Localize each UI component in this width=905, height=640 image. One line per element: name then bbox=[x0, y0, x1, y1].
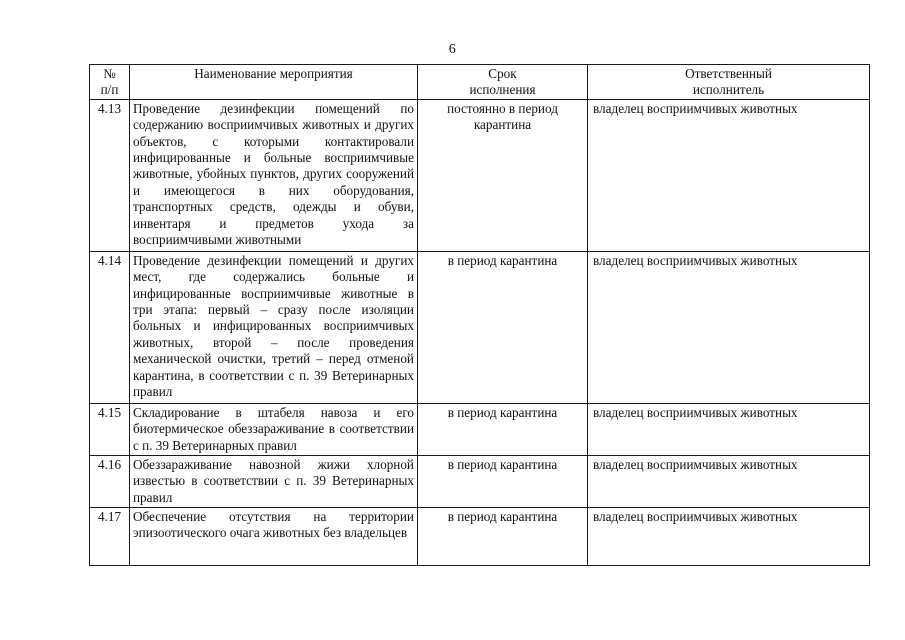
measure-term: в период карантина bbox=[418, 507, 588, 565]
measure-name-text: Обеспечение отсутствия на территории эпизоотического очага животных без владельцев bbox=[133, 508, 414, 541]
header-term-line2: исполнения bbox=[469, 82, 536, 98]
header-number-line2: п/п bbox=[100, 82, 119, 98]
measure-responsible: владелец восприимчивых животных bbox=[588, 99, 870, 251]
header-number-line1: № bbox=[103, 66, 116, 81]
measure-term: в период карантина bbox=[418, 455, 588, 507]
table-row bbox=[90, 403, 870, 455]
header-responsible bbox=[588, 65, 870, 100]
measure-name-text: Складирование в штабеля навоза и его биотермическое обеззараживание в соответствии с п. 39 Ветеринарных правил bbox=[133, 404, 414, 453]
measures-table bbox=[89, 64, 870, 566]
measure-name bbox=[130, 507, 418, 565]
measure-responsible: владелец восприимчивых животных bbox=[588, 403, 870, 455]
measure-term: постоянно в период карантина bbox=[418, 99, 588, 251]
row-number: 4.13 bbox=[90, 99, 130, 251]
measure-name bbox=[130, 403, 418, 455]
measure-responsible: владелец восприимчивых животных bbox=[588, 455, 870, 507]
page-number: 6 bbox=[448, 42, 457, 57]
table-header-row bbox=[90, 65, 870, 100]
measure-name bbox=[130, 99, 418, 251]
table-row bbox=[90, 251, 870, 403]
measure-name-text: Проведение дезинфекции помещений по содержанию восприимчивых животных и других объектов, с которыми контактировали инфицированные и больные восприимчивые животные, убойных пунктов, других сооружений и имеющегося в них оборудования, транспортных средств, одежды и обуви, инвентаря и предметов ухода за восприимчивыми животными bbox=[133, 100, 414, 248]
header-responsible-line2: исполнитель bbox=[692, 82, 765, 98]
measure-name bbox=[130, 455, 418, 507]
table-row bbox=[90, 99, 870, 251]
header-term bbox=[418, 65, 588, 100]
row-number: 4.14 bbox=[90, 251, 130, 403]
header-term-line1: Срок bbox=[488, 66, 517, 81]
table-row bbox=[90, 507, 870, 565]
row-number: 4.16 bbox=[90, 455, 130, 507]
header-name bbox=[130, 65, 418, 100]
row-number: 4.15 bbox=[90, 403, 130, 455]
table-row bbox=[90, 455, 870, 507]
measure-responsible: владелец восприимчивых животных bbox=[588, 251, 870, 403]
measure-term: в период карантина bbox=[418, 403, 588, 455]
header-number bbox=[90, 65, 130, 100]
measure-term: в период карантина bbox=[418, 251, 588, 403]
measure-name bbox=[130, 251, 418, 403]
header-name-text: Наименование мероприятия bbox=[194, 66, 353, 81]
measure-name-text: Проведение дезинфекции помещений и других мест, где содержались больные и инфицированные восприимчивые животные в три этапа: первый – сразу после изоляции больных и инфицированных восприимчивых животных, второй – после проведения механической очистки, третий – перед отменой карантина, в соответствии с п. 39 Ветеринарных правил bbox=[133, 252, 414, 400]
measure-name-text: Обеззараживание навозной жижи хлорной известью в соответствии с п. 39 Ветеринарных правил bbox=[133, 456, 414, 505]
measure-responsible: владелец восприимчивых животных bbox=[588, 507, 870, 565]
header-responsible-line1: Ответственный bbox=[685, 66, 772, 81]
row-number: 4.17 bbox=[90, 507, 130, 565]
